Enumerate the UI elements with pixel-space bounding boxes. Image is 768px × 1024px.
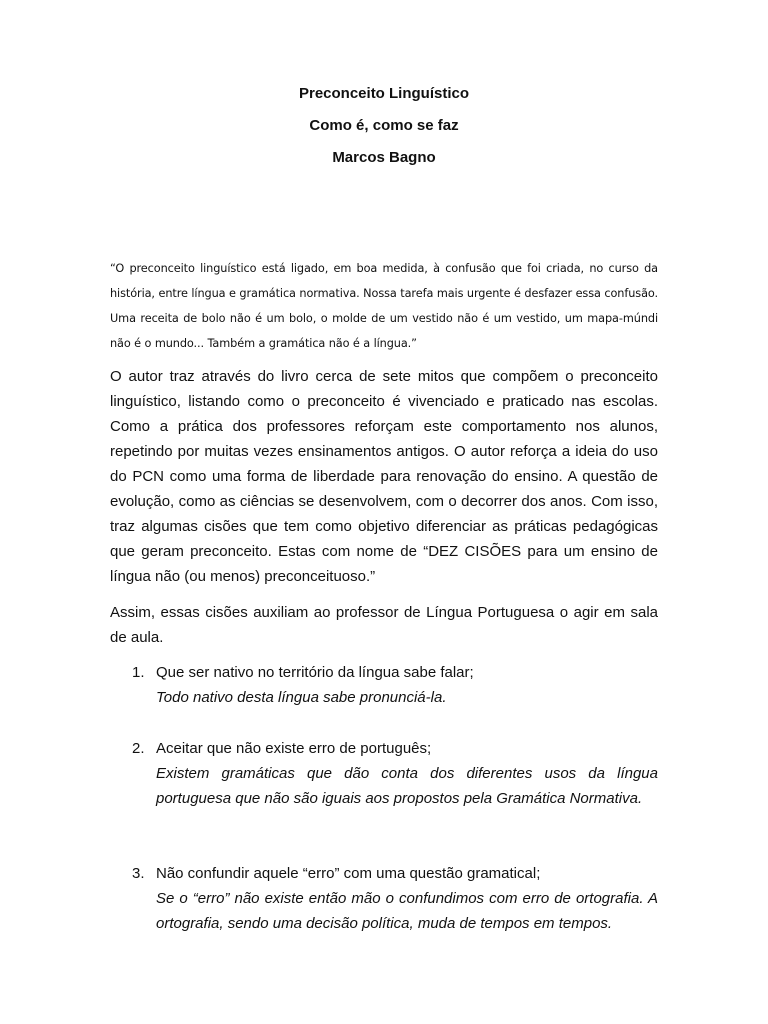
list-item-note: Existem gramáticas que dão conta dos diferentes usos da língua portuguesa que não são iguais aos propostos pela Gramática Normativa. xyxy=(156,765,658,807)
list-item-text: Não confundir aquele “erro” com uma questão gramatical; xyxy=(156,865,541,882)
body-paragraph-1: O autor traz através do livro cerca de sete mitos que compõem o preconceito linguístico, listando como o preconceito é vivenciado e praticado nas escolas. Como a prática dos professores reforçam este comportamento nos alunos, repetindo por muitas vezes ensinamentos antigos. O autor reforça a ideia do uso do PCN como uma forma de liberdade para renovação do ensino. A questão de evolução, como as ciências se desenvolvem, com o decorrer dos anos. Com isso, traz algumas cisões que tem como objetivo diferenciar as práticas pedagógicas que geram preconceito. Estas com nome de “DEZ CISÕES para um ensino de língua não (ou menos) preconceituoso.” xyxy=(110,368,658,585)
list-item-text: Aceitar que não existe erro de português; xyxy=(156,740,432,757)
list-item-note: Se o “erro” não existe então mão o confundimos com erro de ortografia. A ortografia, sendo uma decisão política, muda de tempos em tempos. xyxy=(156,890,658,932)
list-item-number: 2. xyxy=(132,740,145,757)
epigraph-quote: “O preconceito linguístico está ligado, em boa medida, à confusão que foi criada, no curso da história, entre língua e gramática normativa. Nossa tarefa mais urgente é desfazer essa confusão. Uma receita de bolo não é um bolo, o molde de um vestido não é um vestido, um mapa-múndi não é o mundo... Também a gramática não é a língua.” xyxy=(110,262,658,350)
body-paragraph-2: Assim, essas cisões auxiliam ao professor de Língua Portuguesa o agir em sala de aula. xyxy=(110,604,658,646)
document-author: Marcos Bagno xyxy=(332,149,436,166)
list-item-text: Que ser nativo no território da língua sabe falar; xyxy=(156,664,474,681)
list-item-number: 3. xyxy=(132,865,145,882)
title-block xyxy=(110,84,658,180)
document-title: Preconceito Linguístico xyxy=(298,85,470,102)
list-item-note: Todo nativo desta língua sabe pronunciá-la. xyxy=(156,689,447,706)
document-page xyxy=(110,0,658,1024)
list-item-number: 1. xyxy=(132,664,145,681)
document-subtitle: Como é, como se faz xyxy=(309,117,459,134)
